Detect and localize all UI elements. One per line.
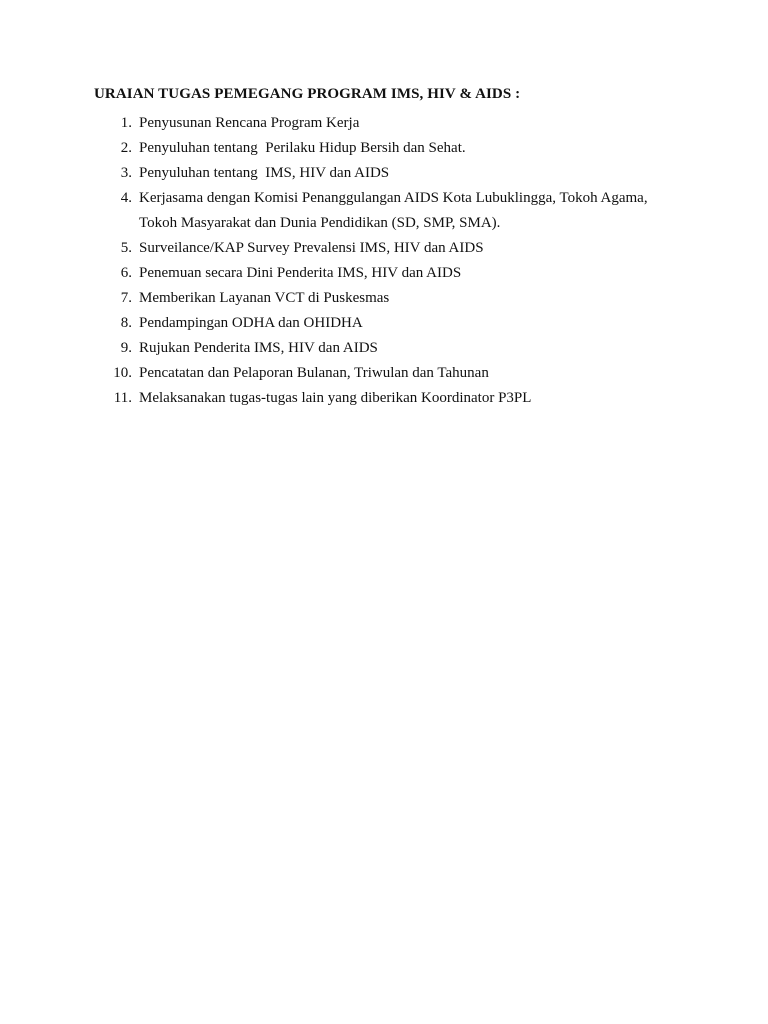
list-item-number: 5. <box>120 240 132 256</box>
list-item-text: Penemuan secara Dini Penderita IMS, HIV dan AIDS <box>139 265 462 281</box>
list-item-text: Pencatatan dan Pelaporan Bulanan, Triwulan dan Tahunan <box>139 365 489 381</box>
list-item <box>94 236 694 261</box>
document-heading: URAIAN TUGAS PEMEGANG PROGRAM IMS, HIV & AIDS : <box>94 86 521 102</box>
list-item-number: 11. <box>113 390 132 406</box>
list-item-text: Memberikan Layanan VCT di Puskesmas <box>139 290 390 306</box>
list-item-text-continuation: Tokoh Masyarakat dan Dunia Pendidikan (SD, SMP, SMA). <box>139 215 501 231</box>
list-item-text: Pendampingan ODHA dan OHIDHA <box>139 315 363 331</box>
list-item-number: 8. <box>120 315 132 331</box>
list-item-text: Surveilance/KAP Survey Prevalensi IMS, HIV dan AIDS <box>139 240 484 256</box>
list-item-number: 7. <box>120 290 132 306</box>
list-item <box>94 311 694 336</box>
list-item <box>94 261 694 286</box>
list-item <box>94 161 694 186</box>
list-item-number: 2. <box>120 140 132 156</box>
list-item-number: 1. <box>120 115 132 131</box>
list-item-text: Penyuluhan tentang IMS, HIV dan AIDS <box>139 165 390 181</box>
list-item-number: 4. <box>120 190 132 206</box>
list-item-number: 6. <box>120 265 132 281</box>
list-item-number: 9. <box>120 340 132 356</box>
list-item <box>94 186 694 236</box>
list-item-text: Penyuluhan tentang Perilaku Hidup Bersih dan Sehat. <box>139 140 466 156</box>
list-item-text: Rujukan Penderita IMS, HIV dan AIDS <box>139 340 378 356</box>
list-item <box>94 361 694 386</box>
task-list <box>94 111 694 411</box>
list-item-text: Melaksanakan tugas-tugas lain yang diberikan Koordinator P3PL <box>139 390 532 406</box>
list-item-number: 3. <box>120 165 132 181</box>
list-item <box>94 336 694 361</box>
list-item-text: Kerjasama dengan Komisi Penanggulangan AIDS Kota Lubuklingga, Tokoh Agama, <box>139 190 648 206</box>
list-item <box>94 111 694 136</box>
list-item-text: Penyusunan Rencana Program Kerja <box>139 115 360 131</box>
list-item <box>94 286 694 311</box>
list-item <box>94 386 694 411</box>
list-item <box>94 136 694 161</box>
list-item-number: 10. <box>113 365 132 381</box>
